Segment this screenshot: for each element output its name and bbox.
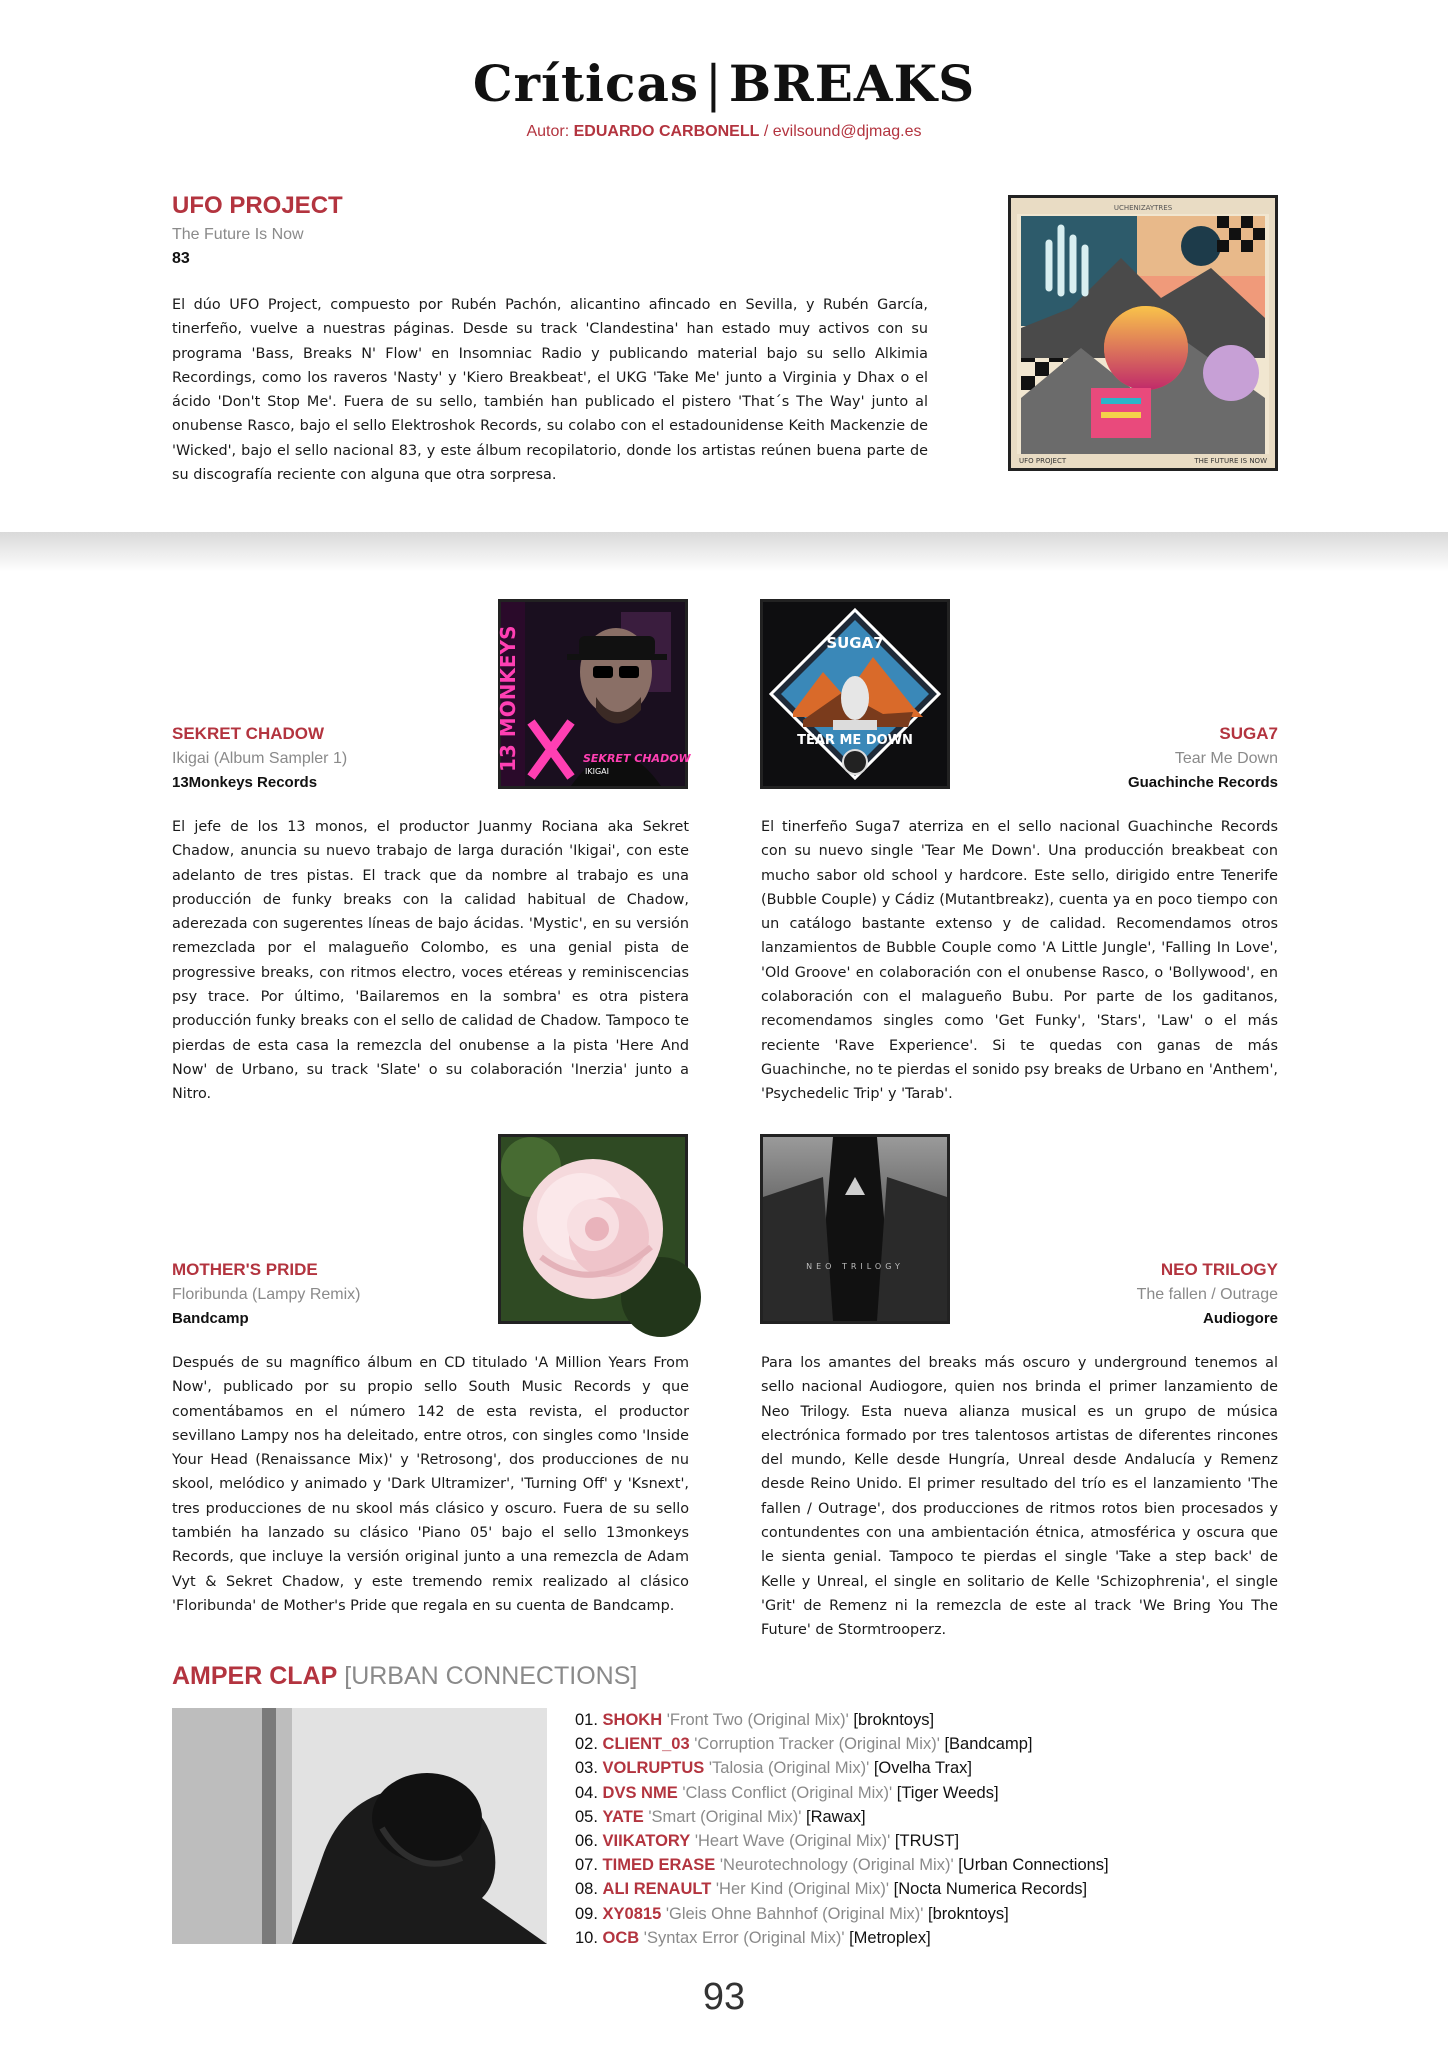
list-item: [575, 1902, 1275, 1926]
page-number: 93: [702, 1976, 746, 2018]
cover-artist-text: UFO PROJECT: [1019, 457, 1067, 465]
track-label: [brokntoys]: [853, 1711, 935, 1729]
review-label: Guachinche Records: [1127, 774, 1278, 791]
review-artist: SEKRET CHADOW: [172, 724, 325, 743]
review-label: Bandcamp: [172, 1310, 249, 1327]
section-title: [0, 54, 1448, 113]
track-label: [Nocta Numerica Records]: [893, 1880, 1088, 1899]
track-title: 'Corruption Tracker (Original Mix)': [694, 1735, 940, 1754]
track-number: 08.: [575, 1880, 598, 1899]
cover-side-text: 13 MONKEYS: [496, 625, 520, 772]
review-release: Tear Me Down: [1174, 750, 1278, 767]
section-divider: [0, 532, 1448, 572]
track-number: 07.: [575, 1856, 598, 1875]
review-header-mothers-pride: [172, 1260, 502, 1327]
track-number: 10.: [575, 1928, 598, 1947]
review-label: 13Monkeys Records: [172, 774, 318, 791]
review-artist: NEO TRILOGY: [1160, 1260, 1278, 1279]
track-artist: OCB: [602, 1928, 640, 1947]
review-body-suga7: El tinerfeño Suga7 aterriza en el sello nacional Guachinche Records con su nuevo single 'Tear Me Down'. Una producción breakbeat con mucho sabor old school y hardcore. Este sello, dirigido entre Tenerife (Bubble Couple) y Cádiz (Mutantbreakz), cuenta ya en poco tiempo con un catálogo bastante extenso y de calidad. Recomendamos otros lanzamientos de Bubble Couple como 'A Little Jungle', 'Falling In Love', 'Old Groove' en colaboración con el onubense Rasco, o 'Bollywood', en colaboración con el malagueño Bubu. Por parte de los gaditanos, recomendamos singles como 'Get Funky', 'Stars', 'Law' o el más reciente 'Rave Experience'. Si te quedas con ganas de más Guachinche, no te pierdas el sonido psy breaks de Urbano en 'Anthem', 'Psychedelic Trip' y 'Tarab'.: [761, 819, 1278, 1103]
review-body-sekret-chadow: El jefe de los 13 monos, el productor Juanmy Rociana aka Sekret Chadow, anuncia su nuevo trabajo de larga duración 'Ikigai', con este adelanto de tres pistas. El track que da nombre al trabajo es una producción de funky breaks con la calidad habitual de Chadow, aderezada con sugerentes líneas de bajo ácidas. 'Mystic', en su versión remezclada por el malagueño Colombo, es una genial pista de progressive breaks, con ritmos electro, voces etéreas y reminiscencias psy trace. Por último, 'Bailaremos en la sombra' es otra pistera producción funky breaks con el sello de calidad de Chadow. Tampoco te pierdas de esta casa la remezcla del onubense a la pista 'Here And Now' de Urbano, su track 'Slate' o su colaboración 'Inerzia' junto a Nitro.: [172, 819, 689, 1103]
review-header-sekret-chadow: [172, 724, 502, 791]
cover-text: NEO TRILOGY: [806, 1262, 904, 1271]
track-number: 03.: [575, 1759, 598, 1778]
track-artist: SHOKH: [602, 1711, 663, 1729]
review-header-ufo-project: [172, 192, 672, 268]
dj-photo: [172, 1708, 547, 1944]
review-artist: SUGA7: [1219, 724, 1278, 743]
track-artist: ALI RENAULT: [602, 1880, 712, 1899]
track-label: [Metroplex]: [849, 1928, 931, 1947]
cover-artwork: [763, 602, 947, 786]
list-item: [575, 1877, 1275, 1901]
track-artist: XY0815: [602, 1904, 662, 1923]
review-header-suga7: [948, 724, 1278, 791]
list-item: [575, 1781, 1275, 1805]
track-title: 'Syntax Error (Original Mix)': [643, 1928, 845, 1947]
list-item: [575, 1756, 1275, 1780]
track-artist: YATE: [602, 1807, 644, 1826]
byline-prefix: Autor:: [526, 123, 570, 140]
track-artist: CLIENT_03: [602, 1735, 690, 1754]
review-artist: MOTHER'S PRIDE: [172, 1260, 318, 1279]
track-number: 02.: [575, 1735, 598, 1754]
review-release: Ikigai (Album Sampler 1): [172, 750, 348, 767]
review-body-neo-trilogy: Para los amantes del breaks más oscuro y underground tenemos al sello nacional Audiogore, quien nos brinda el primer lanzamiento de Neo Trilogy. Esta nueva alianza musical es un grupo de música electrónica formado por tres talentosos artistas de diferentes rincones del mundo, Kelle desde Hungría, Unreal desde Andalucía y Remenz desde Reino Unido. El primer resultado del trío es el lanzamiento 'The fallen / Outrage', dos producciones de ritmos rotos bien procesados y contundentes con una ambientación étnica, atmosférica y oscura que le sienta genial. Tampoco te pierdas el single 'Take a step back' de Kelle y Unreal, el single en solitario de Kelle 'Schizophrenia', el single 'Grit' de Remenz ni la remezcla de este al track 'We Bring You The Future' de Stormtrooperz.: [761, 1355, 1278, 1639]
album-cover-suga7: [760, 599, 950, 789]
chart-dj-name: AMPER CLAP: [172, 1662, 338, 1690]
track-title: 'Gleis Ohne Bahnhof (Original Mix)': [665, 1904, 924, 1923]
track-title: 'Neurotechnology (Original Mix)': [719, 1856, 954, 1875]
cover-top-text: UCHENIZAYTRES: [1113, 204, 1173, 212]
list-item: [575, 1926, 1275, 1950]
cover-artwork: [1011, 198, 1275, 468]
chart-heading: [172, 1662, 637, 1691]
cover-name-text: SEKRET CHADOW: [583, 752, 691, 765]
track-title: 'Talosia (Original Mix)': [708, 1759, 870, 1778]
section-title-main: Críticas: [472, 54, 700, 113]
track-label: [Ovelha Trax]: [873, 1759, 972, 1778]
track-label: [Bandcamp]: [944, 1735, 1033, 1754]
byline-separator: /: [763, 123, 769, 140]
section-title-separator: |: [705, 55, 723, 113]
list-item: [575, 1708, 1275, 1732]
review-body-ufo-project: El dúo UFO Project, compuesto por Rubén Pachón, alicantino afincado en Sevilla, y Rubén García, tinerfeño, vuelve a nuestras páginas. Desde su track 'Clandestina' han estado muy activos con su programa 'Bass, Breaks N' Flow' en Insomniac Radio y publicando material bajo su sello Alkimia Recordings, como los raveros 'Nasty' y 'Kiero Breakbeat', el UKG 'Take Me' junto a Virginia y Dhax o el ácido 'Don't Stop Me'. Fuera de su sello, también han publicado el pistero 'That´s The Way' junto al onubense Rasco, bajo el sello Elektroshok Records, su colabo con el estadounidense Keith Mackenzie de 'Wicked', bajo el sello nacional 83, y este álbum recopilatorio, donde los artistas reúnen buena parte de su discografía reciente con alguna que otra sorpresa.: [172, 297, 928, 484]
track-title: 'Her Kind (Original Mix)': [715, 1880, 890, 1899]
review-release: The Future Is Now: [172, 226, 304, 243]
list-item: [575, 1829, 1275, 1853]
list-item: [575, 1805, 1275, 1829]
track-label: [brokntoys]: [928, 1904, 1009, 1923]
album-cover-ufo-project: [1008, 195, 1278, 471]
review-header-neo-trilogy: [948, 1260, 1278, 1327]
cover-title-text: TEAR ME DOWN: [797, 733, 913, 748]
track-title: 'Smart (Original Mix)': [648, 1807, 802, 1826]
track-label: [Rawax]: [805, 1807, 866, 1826]
cover-artwork: [501, 1137, 685, 1321]
track-title: 'Front Two (Original Mix)': [666, 1711, 849, 1729]
cover-artwork: [496, 602, 691, 786]
review-body-mothers-pride: Después de su magnífico álbum en CD titulado 'A Million Years From Now', publicado por su propio sello South Music Records y que comentábamos en el número 142 de esta revista, el productor sevillano Lampy nos ha deleitado, entre otros, con singles como 'Inside Your Head (Renaissance Mix)' y 'Retrosong', dos producciones de nu skool, melódico y animado y 'Dark Ultramizer', 'Turning Off' y 'Ksnext', tres producciones de nu skool más clásico y oscuro. Fuera de su sello también ha lanzado su clásico 'Piano 05' bajo el sello 13monkeys Records, que incluye la versión original junto a una remezcla de Adam Vyt & Sekret Chadow, y este tremendo remix realizado al clásico 'Floribunda' de Mother's Pride que regala en su cuenta de Bandcamp.: [172, 1355, 689, 1614]
track-artist: VIIKATORY: [602, 1831, 691, 1850]
track-number: 09.: [575, 1904, 598, 1923]
review-release: Floribunda (Lampy Remix): [172, 1286, 361, 1303]
chart-dj-label: [URBAN CONNECTIONS]: [344, 1662, 638, 1690]
review-label: 83: [172, 250, 190, 267]
section-title-genre: BREAKS: [728, 54, 976, 113]
album-cover-neo-trilogy: [760, 1134, 950, 1324]
review-release: The fallen / Outrage: [1136, 1286, 1278, 1303]
cover-artwork: [763, 1137, 947, 1321]
track-number: 01.: [575, 1711, 598, 1729]
dj-photo-image: [172, 1708, 547, 1944]
track-title: 'Class Conflict (Original Mix)': [682, 1783, 893, 1802]
track-artist: TIMED ERASE: [602, 1856, 716, 1875]
list-item: [575, 1853, 1275, 1877]
album-cover-mothers-pride: [498, 1134, 688, 1324]
cover-title-text: THE FUTURE IS NOW: [1194, 457, 1267, 465]
track-number: 04.: [575, 1783, 598, 1802]
byline-author: EDUARDO CARBONELL: [573, 123, 760, 140]
review-label: Audiogore: [1203, 1310, 1278, 1327]
review-artist: UFO PROJECT: [172, 192, 343, 219]
tracklist: [575, 1708, 1275, 1950]
author-byline: [0, 123, 1448, 141]
track-label: [Urban Connections]: [958, 1856, 1109, 1875]
track-artist: DVS NME: [602, 1783, 678, 1802]
track-artist: VOLRUPTUS: [602, 1759, 705, 1778]
byline-email[interactable]: evilsound@djmag.es: [772, 123, 922, 140]
album-cover-sekret-chadow: [496, 599, 691, 789]
list-item: [575, 1732, 1275, 1756]
cover-name-text: SUGA7: [826, 634, 884, 652]
track-title: 'Heart Wave (Original Mix)': [694, 1831, 891, 1850]
track-number: 06.: [575, 1831, 598, 1850]
cover-sub-text: IKIGAI: [585, 767, 609, 776]
track-number: 05.: [575, 1807, 598, 1826]
track-label: [TRUST]: [894, 1831, 960, 1850]
track-label: [Tiger Weeds]: [896, 1783, 999, 1802]
